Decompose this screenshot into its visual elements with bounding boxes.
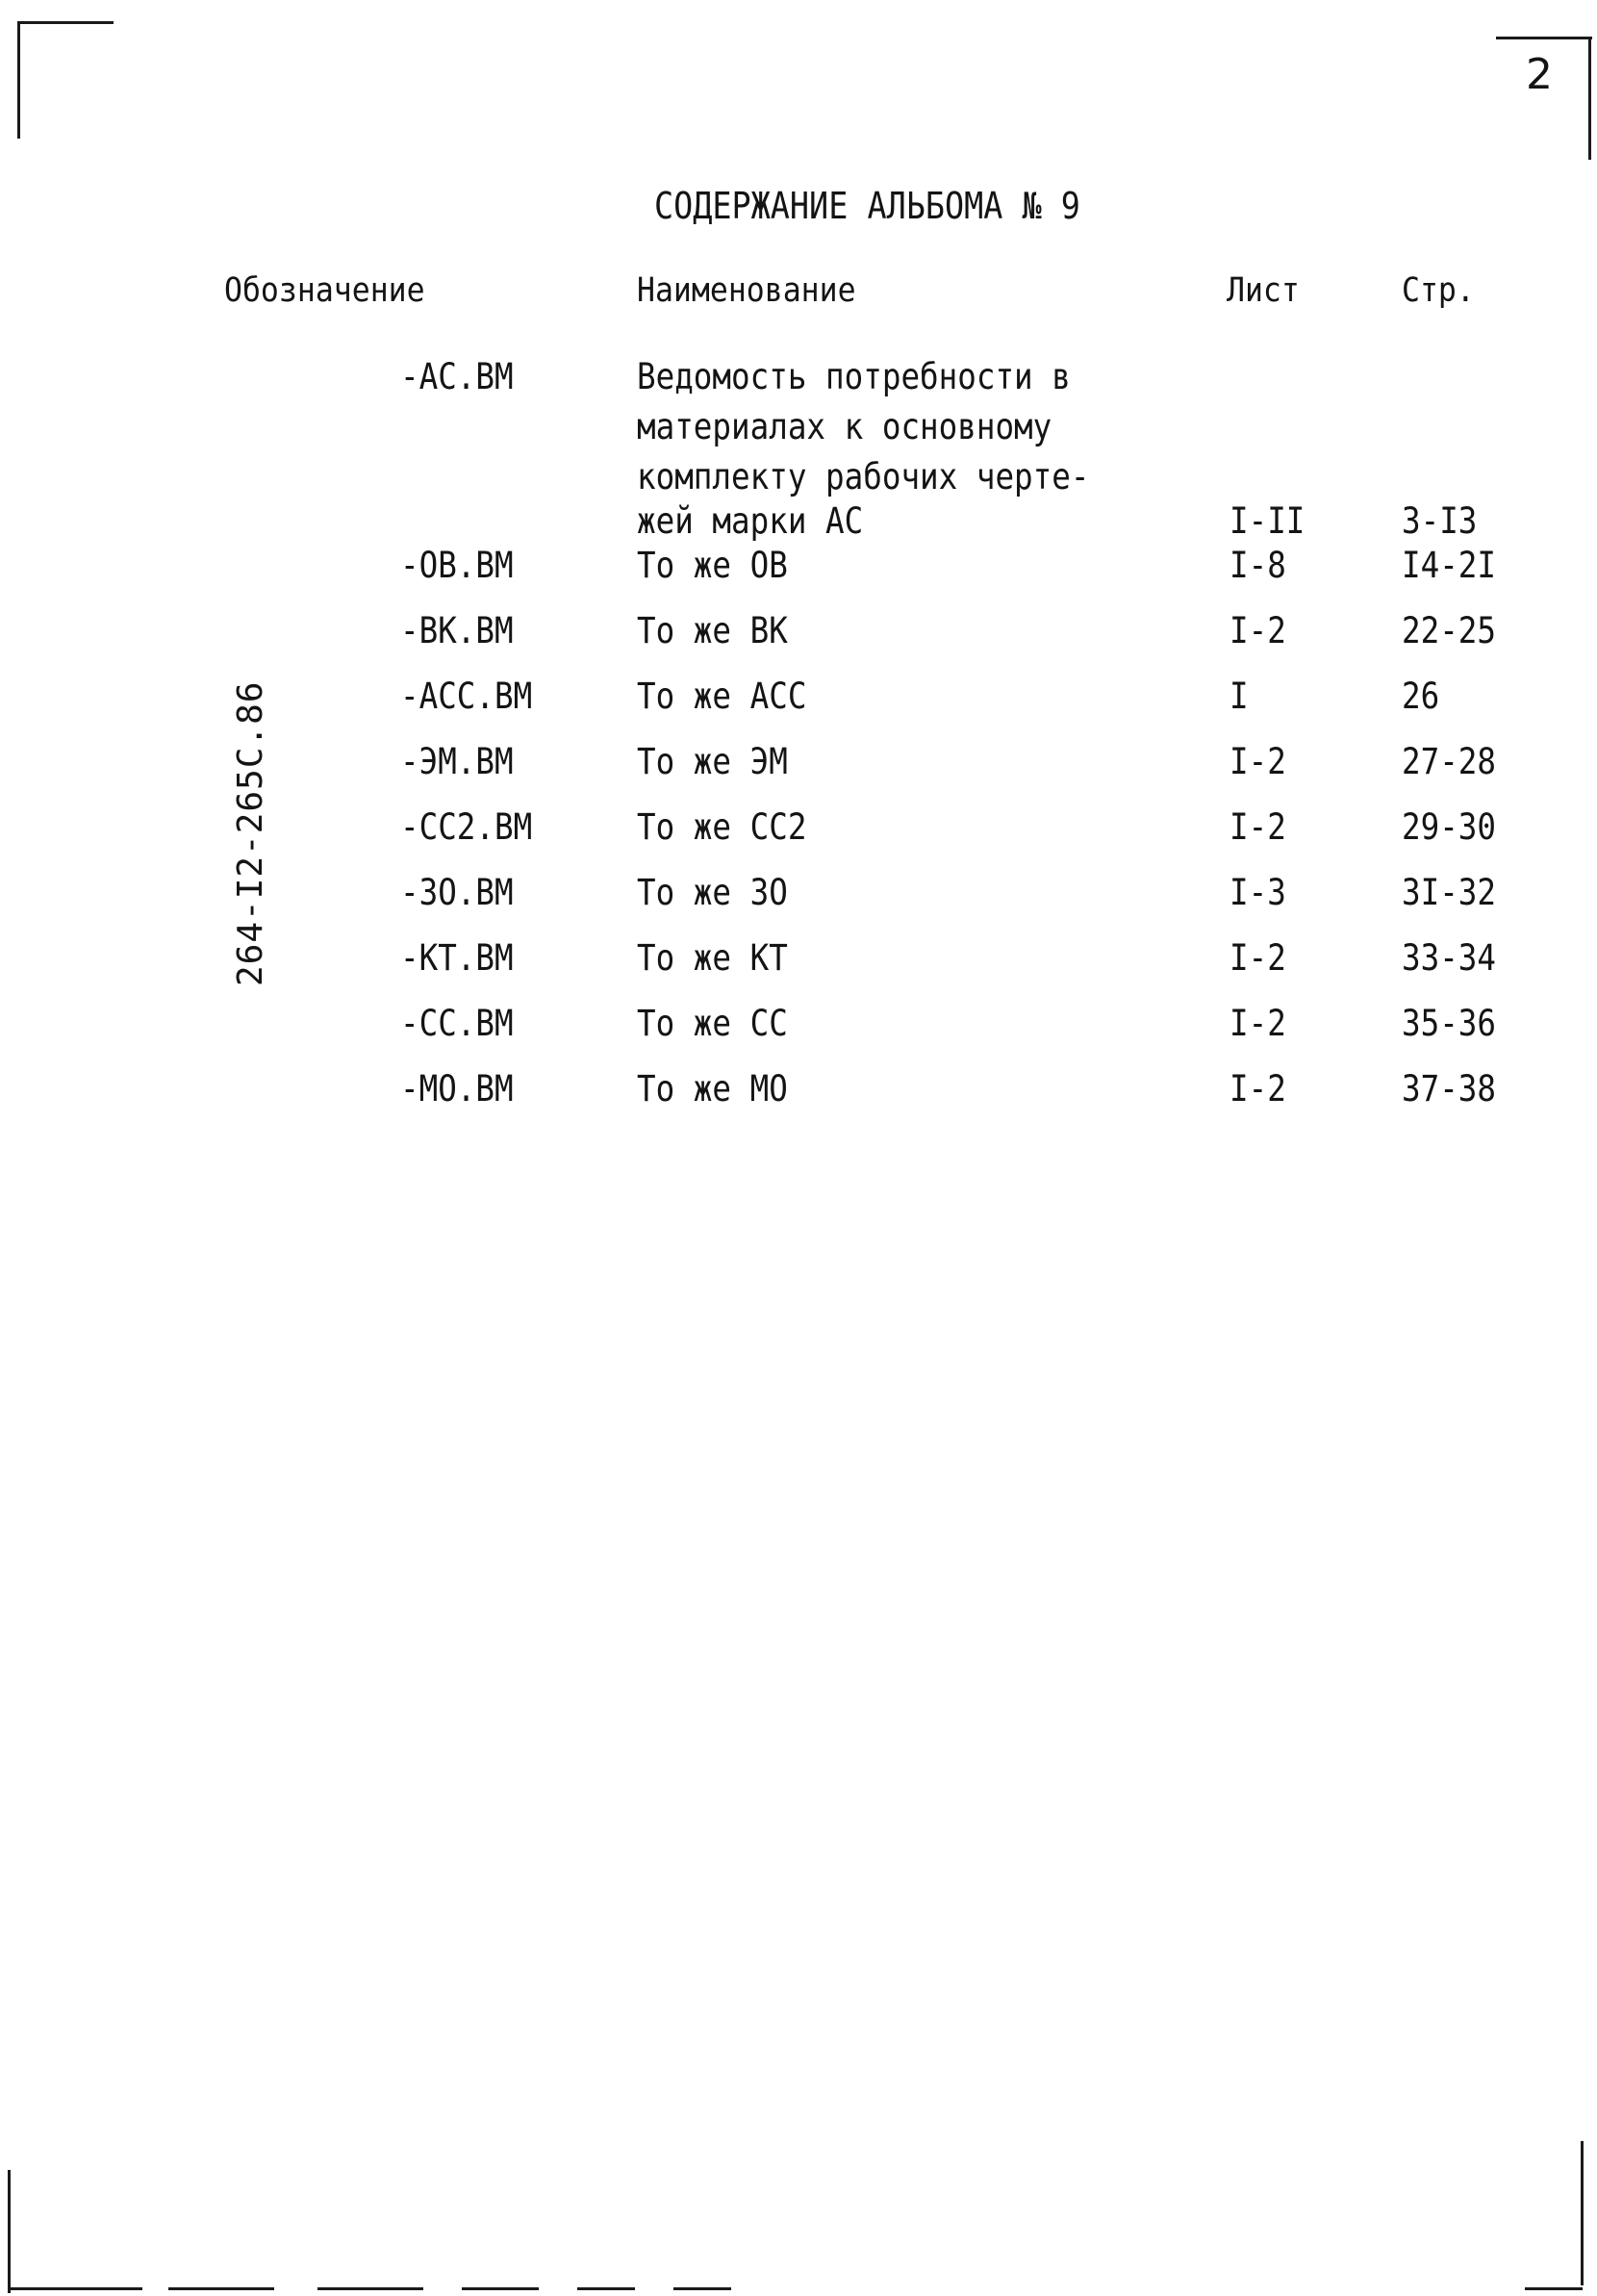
frame-bottom-segment-2 bbox=[317, 2287, 423, 2290]
row-designation: -СС2.ВМ bbox=[400, 806, 533, 848]
frame-bottom-segment-3 bbox=[462, 2287, 539, 2290]
row-designation: -ЗО.ВМ bbox=[400, 872, 514, 913]
row-page: 29-30 bbox=[1402, 806, 1497, 848]
row-name: То же ВК bbox=[637, 610, 788, 651]
frame-bottom-segment-4 bbox=[577, 2287, 635, 2290]
entry-page: 3-I3 bbox=[1402, 500, 1478, 542]
row-designation: -ЭМ.ВМ bbox=[400, 741, 514, 782]
column-header-designation: Обозначение bbox=[224, 271, 425, 310]
row-sheet: I-2 bbox=[1229, 610, 1286, 651]
column-header-page: Стр. bbox=[1402, 271, 1475, 310]
frame-top-right-vertical bbox=[1588, 37, 1591, 160]
row-name: То же ЭМ bbox=[637, 741, 788, 782]
frame-bottom-right-vertical bbox=[1581, 2141, 1584, 2285]
row-sheet: I-2 bbox=[1229, 1003, 1286, 1044]
row-page: 33-34 bbox=[1402, 937, 1497, 979]
row-page: 37-38 bbox=[1402, 1068, 1497, 1110]
row-name: То же СС bbox=[637, 1003, 788, 1044]
row-designation: -МО.ВМ bbox=[400, 1068, 514, 1110]
row-sheet: I-2 bbox=[1229, 806, 1286, 848]
row-page: 26 bbox=[1402, 676, 1440, 717]
row-designation: -АСС.ВМ bbox=[400, 676, 533, 717]
frame-bottom-right-horizontal bbox=[1525, 2287, 1583, 2290]
row-name: То же МО bbox=[637, 1068, 788, 1110]
row-name: То же ЗО bbox=[637, 872, 788, 913]
frame-top-left-horizontal bbox=[17, 21, 114, 24]
row-name: То же АСС bbox=[637, 676, 807, 717]
entry-sheet: I-II bbox=[1229, 500, 1305, 542]
row-name: То же КТ bbox=[637, 937, 788, 979]
frame-top-left-vertical bbox=[17, 21, 20, 139]
column-header-name: Наименование bbox=[637, 271, 856, 310]
row-sheet: I-2 bbox=[1229, 1068, 1286, 1110]
entry-name-line: материалах к основному bbox=[637, 406, 1052, 447]
row-page: 3I-32 bbox=[1402, 872, 1497, 913]
row-sheet: I-2 bbox=[1229, 741, 1286, 782]
entry-name-line: комплекту рабочих черте- bbox=[637, 456, 1090, 497]
row-page: 22-25 bbox=[1402, 610, 1497, 651]
column-header-sheet: Лист bbox=[1227, 271, 1300, 310]
frame-bottom-segment-1 bbox=[168, 2287, 274, 2290]
row-sheet: I-2 bbox=[1229, 937, 1286, 979]
row-sheet: I bbox=[1229, 676, 1249, 717]
frame-bottom-left-vertical bbox=[8, 2170, 11, 2293]
row-sheet: I-8 bbox=[1229, 545, 1286, 586]
row-page: 35-36 bbox=[1402, 1003, 1497, 1044]
row-designation: -КТ.ВМ bbox=[400, 937, 514, 979]
frame-bottom-segment-5 bbox=[673, 2287, 731, 2290]
entry-designation: -АС.ВМ bbox=[400, 356, 514, 397]
row-name: То же ОВ bbox=[637, 545, 788, 586]
row-name: То же СС2 bbox=[637, 806, 807, 848]
row-designation: -ОВ.ВМ bbox=[400, 545, 514, 586]
entry-name-line: жей марки АС bbox=[637, 500, 864, 542]
frame-top-right-horizontal bbox=[1496, 37, 1592, 39]
side-document-code: 264-I2-265С.86 bbox=[231, 680, 270, 986]
row-page: I4-2I bbox=[1402, 545, 1497, 586]
row-page: 27-28 bbox=[1402, 741, 1497, 782]
entry-name-line: Ведомость потребности в bbox=[637, 356, 1071, 397]
row-designation: -ВК.ВМ bbox=[400, 610, 514, 651]
row-sheet: I-3 bbox=[1229, 872, 1286, 913]
row-designation: -СС.ВМ bbox=[400, 1003, 514, 1044]
page-number: 2 bbox=[1526, 50, 1553, 99]
frame-bottom-left-horizontal bbox=[8, 2287, 142, 2290]
page-title: СОДЕРЖАНИЕ АЛЬБОМА № 9 bbox=[654, 185, 1080, 227]
